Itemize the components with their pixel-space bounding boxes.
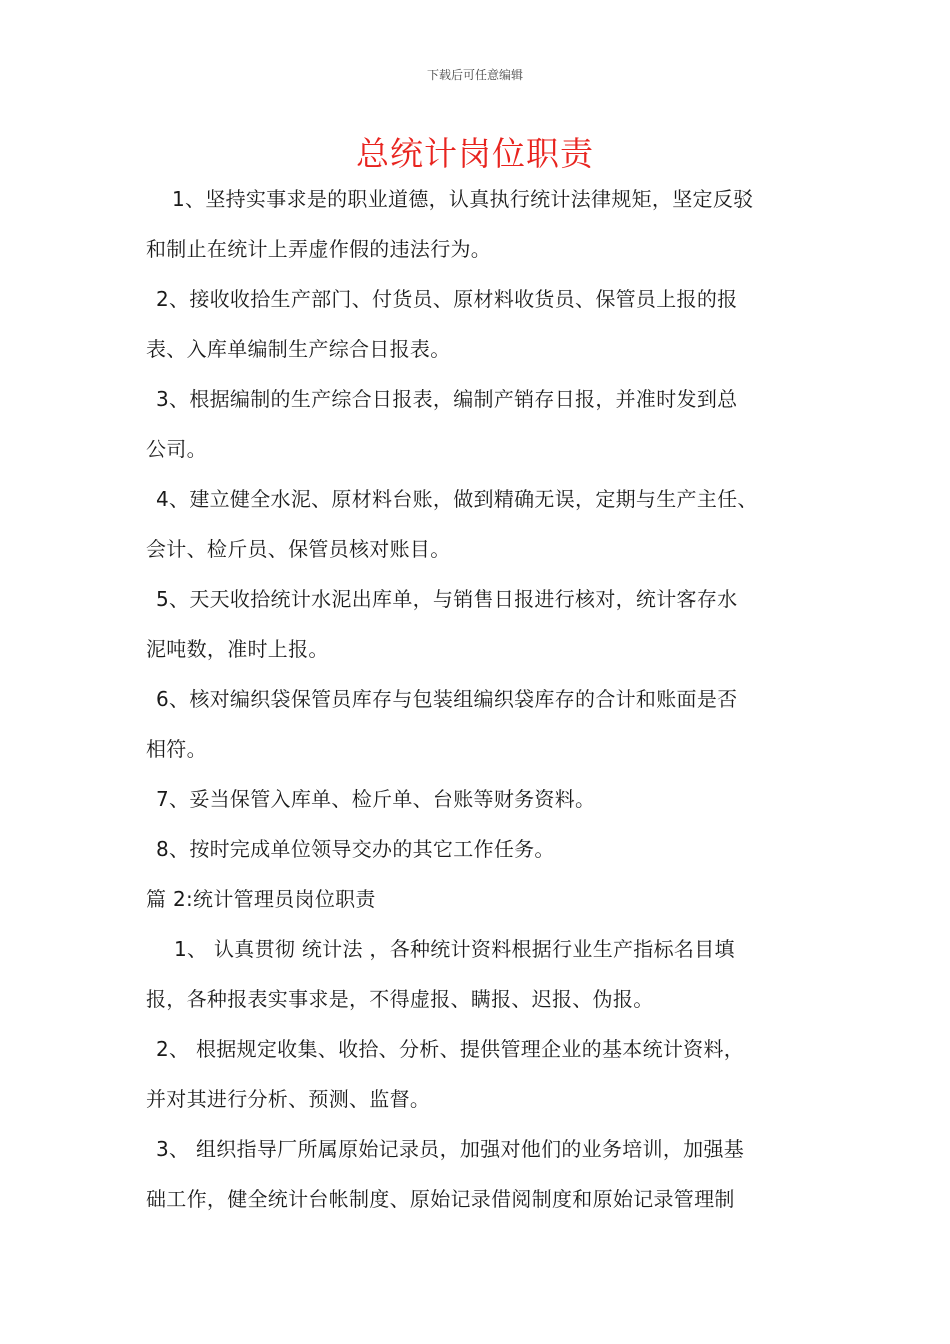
section-paragraph-3-line-1: 3、 组织指导厂所属原始记录员，加强对他们的业务培训，加强基 [156,1137,745,1161]
section-paragraph-2-line-1: 2、 根据规定收集、收拾、分析、提供管理企业的基本统计资料， [156,1037,745,1061]
page-header-note: 下载后可任意编辑 [426,68,523,82]
paragraph-5-line-1: 5、天天收拾统计水泥出库单，与销售日报进行核对，统计客存水 [156,587,738,611]
document-title: 总统计岗位职责 [356,134,594,173]
paragraph-2-line-2: 表、入库单编制生产综合日报表。 [146,337,451,361]
section-paragraph-2-line-2: 并对其进行分析、预测、监督。 [146,1087,431,1111]
paragraph-3-line-2: 公司。 [146,437,207,461]
document-body [146,174,836,1224]
section-paragraph-3-line-2: 础工作，健全统计台帐制度、原始记录借阅制度和原始记录管理制 [146,1187,735,1211]
paragraph-1-line-1: 1、坚持实事求是的职业道德，认真执行统计法律规矩，坚定反驳 [172,187,754,211]
paragraph-7: 7、妥当保管入库单、检斤单、台账等财务资料。 [156,787,596,811]
paragraph-6-line-1: 6、核对编织袋保管员库存与包装组编织袋库存的合计和账面是否 [156,687,738,711]
paragraph-2-line-1: 2、接收收拾生产部门、付货员、原材料收货员、保管员上报的报 [156,287,738,311]
section-paragraph-1-line-2: 报，各种报表实事求是，不得虚报、瞒报、迟报、伪报。 [146,987,654,1011]
paragraph-4-line-1: 4、建立健全水泥、原材料台账，做到精确无误，定期与生产主任、 [156,487,758,511]
paragraph-1-line-2: 和制止在统计上弄虚作假的违法行为。 [146,237,492,261]
paragraph-6-line-2: 相符。 [146,737,207,761]
section-paragraph-1-line-1: 1、 认真贯彻 统计法 ，各种统计资料根据行业生产指标名目填 [174,937,735,961]
paragraph-3-line-1: 3、根据编制的生产综合日报表，编制产销存日报，并准时发到总 [156,387,738,411]
section-heading: 篇 2:统计管理员岗位职责 [146,887,376,911]
paragraph-8: 8、按时完成单位领导交办的其它工作任务。 [156,837,555,861]
paragraph-5-line-2: 泥吨数，准时上报。 [146,637,329,661]
paragraph-4-line-2: 会计、检斤员、保管员核对账目。 [146,537,451,561]
